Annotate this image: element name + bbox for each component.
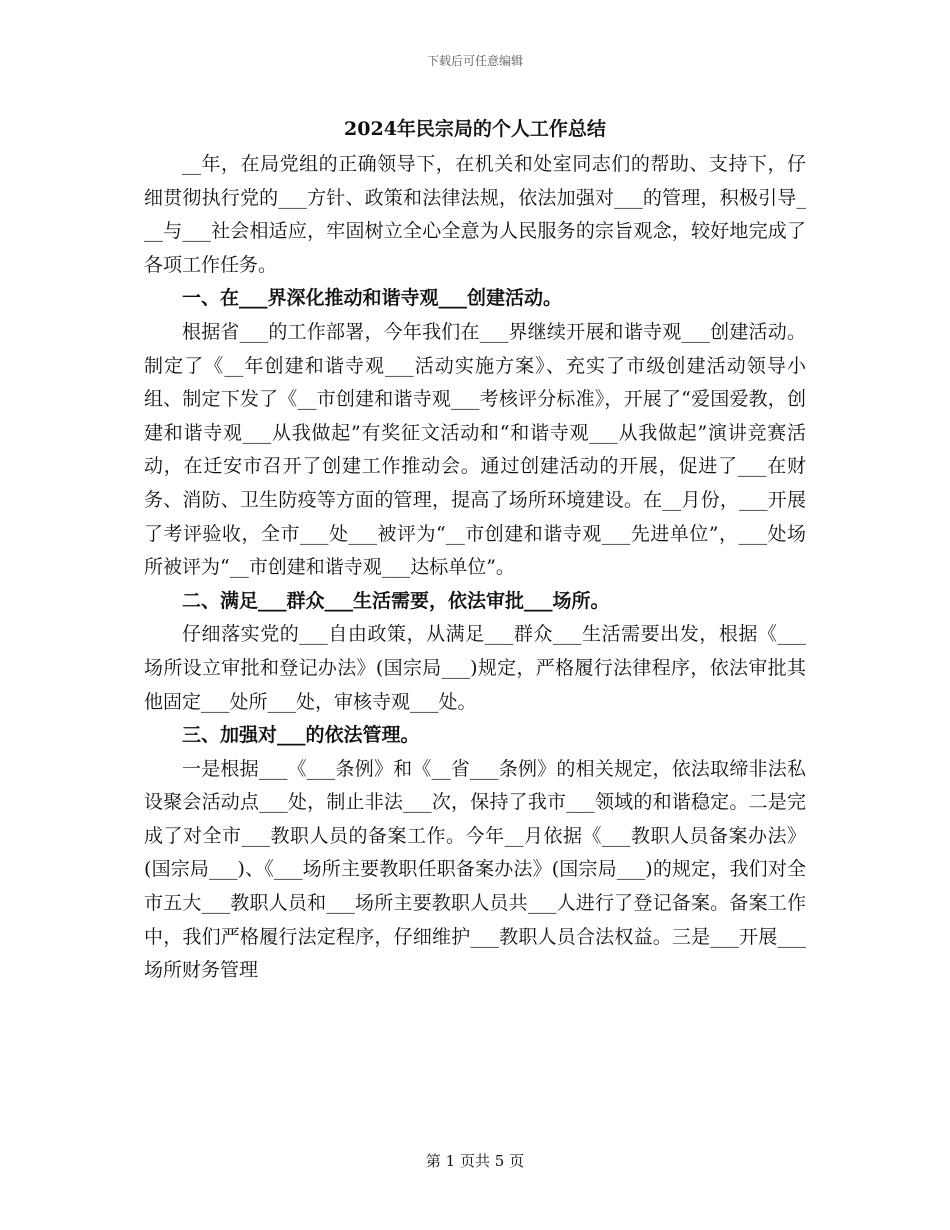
section-3-heading: 三、加强对___的依法管理。 <box>182 724 420 747</box>
intro-paragraph: __年，在局党组的正确领导下，在机关和处室同志们的帮助、支持下，仔细贯彻执行党的___方针、政策和法律法规，依法加强对___的管理，积极引导___与___社会相适应，牢固树立全心全意为人民服务的宗旨观念，较好地完成了各项工作任务。 <box>144 153 806 276</box>
section-1-heading: 一、在___界深化推动和谐寺观___创建活动。 <box>182 287 563 310</box>
section-2-heading: 二、满足___群众___生活需要，依法审批___场所。 <box>182 589 610 612</box>
section-1-paragraph: 根据省___的工作部署，今年我们在___界继续开展和谐寺观___创建活动。制定了《__年创建和谐寺观___活动实施方案》、充实了市级创建活动领导小组、制定下发了《__市创建和谐寺观___考核评分标准》，开展了“爱国爱教，创建和谐寺观___从我做起”有奖征文活动和“和谐寺观___从我做起”演讲竞赛活动，在迁安市召开了创建工作推动会。通过创建活动的开展，促进了___在财务、消防、卫生防疫等方面的管理，提高了场所环境建设。在__月份，___开展了考评验收，全市___处___被评为“__市创建和谐寺观___先进单位”，___处场所被评为“__市创建和谐寺观___达标单位”。 <box>144 320 806 579</box>
page-footer: 第 1 页共 5 页 <box>425 1152 525 1170</box>
page-header: 下载后可任意编辑 <box>426 54 523 68</box>
document-title: 2024年民宗局的个人工作总结 <box>344 118 606 140</box>
document-body <box>144 114 806 988</box>
section-2-paragraph: 仔细落实党的___自由政策，从满足___群众___生活需要出发，根据《___场所设立审批和登记办法》(国宗局___)规定，严格履行法律程序，依法审批其他固定___处所___处，审核寺观___处。 <box>144 623 806 713</box>
section-3-paragraph: 一是根据___《___条例》和《__省___条例》的相关规定，依法取缔非法私设聚会活动点___处，制止非法___次，保持了我市___领域的和谐稳定。二是完成了对全市___教职人员的备案工作。今年__月依据《___教职人员备案办法》(国宗局___)、《___场所主要教职任职备案办法》(国宗局___)的规定，我们对全市五大___教职人员和___场所主要教职人员共___人进行了登记备案。备案工作中，我们严格履行法定程序，仔细维护___教职人员合法权益。三是___开展___场所财务管理 <box>144 757 806 982</box>
